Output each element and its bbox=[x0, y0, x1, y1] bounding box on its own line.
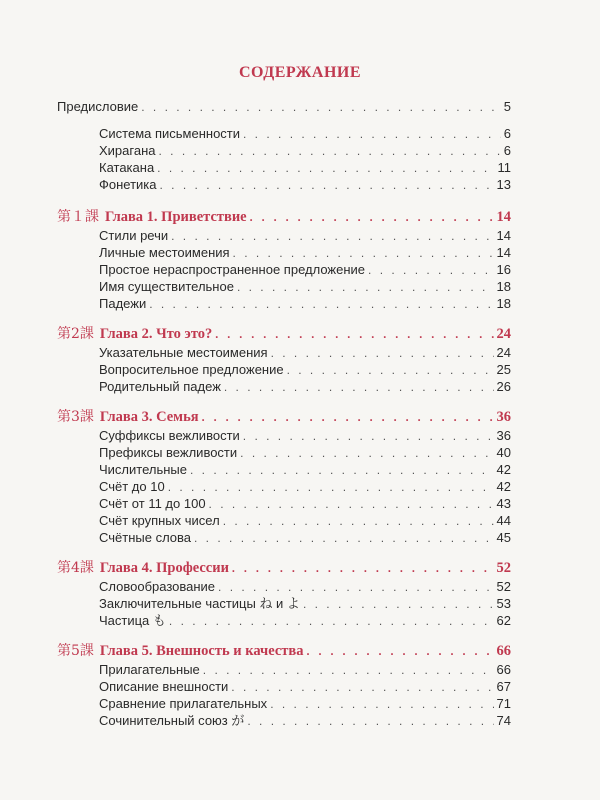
toc-entry-label: Счёт до 10 bbox=[99, 479, 165, 494]
chapter-heading-4[interactable] bbox=[57, 558, 511, 578]
dot-leader bbox=[169, 613, 494, 630]
dot-leader bbox=[160, 177, 494, 194]
toc-entry-label: Хирагана bbox=[99, 143, 156, 158]
toc-entry[interactable] bbox=[57, 427, 511, 444]
toc-entry-page: 6 bbox=[503, 126, 511, 141]
dot-leader bbox=[270, 696, 493, 713]
toc-entry[interactable] bbox=[57, 125, 511, 142]
toc-entry-page: 11 bbox=[497, 160, 511, 175]
dot-leader bbox=[233, 245, 494, 262]
chapter-title: Глава 2. Что это? bbox=[99, 326, 213, 342]
chapter-title: Глава 3. Семья bbox=[99, 409, 199, 425]
toc-entry[interactable] bbox=[57, 678, 511, 695]
chapter-title: Глава 4. Профессии bbox=[99, 560, 229, 576]
dot-leader bbox=[224, 379, 494, 396]
dot-leader bbox=[303, 596, 494, 613]
toc-entry-label: Личные местоимения bbox=[99, 245, 230, 260]
toc-entry-label: Счёт крупных чисел bbox=[99, 513, 220, 528]
dot-leader bbox=[243, 428, 494, 445]
chapter-page: 14 bbox=[496, 209, 511, 225]
page-title: СОДЕРЖАНИЕ bbox=[238, 64, 362, 81]
toc-entry-label: Счёт от 11 до 100 bbox=[99, 496, 206, 511]
toc-entry-page: 24 bbox=[496, 345, 511, 360]
lesson-kanji: 第１課 bbox=[57, 209, 99, 225]
toc-entry-page: 42 bbox=[496, 462, 511, 477]
dot-leader bbox=[171, 228, 493, 245]
toc-entry[interactable] bbox=[57, 227, 511, 244]
dot-leader bbox=[247, 713, 493, 730]
toc-entry-page: 36 bbox=[496, 428, 511, 443]
toc-entry[interactable] bbox=[57, 512, 511, 529]
toc-entry[interactable] bbox=[57, 261, 511, 278]
toc-entry[interactable] bbox=[57, 595, 511, 612]
toc-entry[interactable] bbox=[57, 176, 511, 193]
toc-entry[interactable] bbox=[57, 244, 511, 261]
toc-entry[interactable] bbox=[57, 529, 511, 546]
chapter-title: Глава 5. Внешность и качества bbox=[99, 643, 304, 659]
toc-entry-label: Счётные слова bbox=[99, 530, 192, 545]
dot-leader bbox=[202, 407, 494, 427]
dot-leader bbox=[240, 445, 493, 462]
toc-entry-label: Система письменности bbox=[99, 126, 241, 141]
toc-entry-label: Описание внешности bbox=[99, 679, 229, 694]
toc-entry-page: 62 bbox=[496, 613, 511, 628]
dot-leader bbox=[218, 579, 493, 596]
toc-entry[interactable] bbox=[57, 278, 511, 295]
toc-entry-page: 44 bbox=[496, 513, 511, 528]
chapter-heading-3[interactable] bbox=[57, 407, 511, 427]
chapter-page: 36 bbox=[496, 409, 511, 425]
toc-entry-page: 66 bbox=[496, 662, 511, 677]
chapter-heading-2[interactable] bbox=[57, 324, 511, 344]
toc-entry-page: 14 bbox=[496, 245, 511, 260]
toc-entry-page: 53 bbox=[496, 596, 511, 611]
dot-leader bbox=[203, 662, 494, 679]
toc-entry[interactable] bbox=[57, 478, 511, 495]
toc-entry-label: Предисловие bbox=[57, 99, 139, 114]
dot-leader bbox=[231, 679, 493, 696]
toc-entry-page: 71 bbox=[496, 696, 511, 711]
toc-entry[interactable] bbox=[57, 612, 511, 629]
toc-entry-label: Указательные местоимения bbox=[99, 345, 268, 360]
toc-entry-label: Стили речи bbox=[99, 228, 169, 243]
toc-entry[interactable] bbox=[57, 495, 511, 512]
toc-entry-label: Заключительные частицы ね и よ bbox=[99, 596, 300, 611]
toc-entry[interactable] bbox=[57, 661, 511, 678]
toc-entry[interactable] bbox=[57, 378, 511, 395]
toc-entry-page: 42 bbox=[496, 479, 511, 494]
toc-entry-label: Частица も bbox=[99, 613, 166, 628]
dot-leader bbox=[141, 99, 501, 116]
toc-entry-label: Родительный падеж bbox=[99, 379, 221, 394]
toc-entry-page: 18 bbox=[496, 279, 511, 294]
dot-leader bbox=[223, 513, 494, 530]
toc-entry-page: 45 bbox=[496, 530, 511, 545]
dot-leader bbox=[168, 479, 494, 496]
chapter-page: 66 bbox=[496, 643, 511, 659]
chapter-heading-1[interactable] bbox=[57, 207, 511, 227]
toc-entry[interactable] bbox=[57, 295, 511, 312]
toc-entry-label: Простое нераспространенное предложение bbox=[99, 262, 366, 277]
dot-leader bbox=[159, 143, 501, 160]
dot-leader bbox=[271, 345, 494, 362]
toc-entry-label: Катакана bbox=[99, 160, 155, 175]
dot-leader bbox=[368, 262, 494, 279]
dot-leader bbox=[157, 160, 494, 177]
toc-entry-page: 52 bbox=[496, 579, 511, 594]
toc-entry-label: Префиксы вежливости bbox=[99, 445, 238, 460]
toc-entry-page: 16 bbox=[496, 262, 511, 277]
toc-entry-page: 5 bbox=[503, 99, 511, 114]
dot-leader bbox=[287, 362, 494, 379]
table-of-contents bbox=[57, 98, 511, 729]
toc-entry[interactable] bbox=[57, 712, 511, 729]
chapter-page: 52 bbox=[496, 560, 511, 576]
toc-entry-page: 67 bbox=[496, 679, 511, 694]
toc-entry-label: Имя существительное bbox=[99, 279, 234, 294]
lesson-kanji: 第3課 bbox=[57, 409, 94, 425]
toc-entry-label: Суффиксы вежливости bbox=[99, 428, 240, 443]
toc-entry-preface[interactable] bbox=[57, 98, 511, 115]
dot-leader bbox=[237, 279, 494, 296]
lesson-kanji: 第2課 bbox=[57, 326, 94, 342]
toc-entry-label: Падежи bbox=[99, 296, 147, 311]
toc-entry-label: Сравнение прилагательных bbox=[99, 696, 268, 711]
toc-entry-page: 74 bbox=[496, 713, 511, 728]
toc-entry-page: 13 bbox=[496, 177, 511, 192]
dot-leader bbox=[149, 296, 493, 313]
dot-leader bbox=[306, 641, 493, 661]
dot-leader bbox=[215, 324, 493, 344]
chapter-title: Глава 1. Приветствие bbox=[105, 209, 247, 225]
dot-leader bbox=[194, 530, 494, 547]
dot-leader bbox=[190, 462, 494, 479]
chapter-page: 24 bbox=[496, 326, 511, 342]
toc-entry-page: 6 bbox=[503, 143, 511, 158]
chapter-heading-5[interactable] bbox=[57, 641, 511, 661]
toc-entry-page: 26 bbox=[496, 379, 511, 394]
dot-leader bbox=[209, 496, 494, 513]
toc-entry[interactable] bbox=[57, 344, 511, 361]
lesson-kanji: 第4課 bbox=[57, 560, 94, 576]
lesson-kanji: 第5課 bbox=[57, 643, 94, 659]
toc-entry-page: 43 bbox=[496, 496, 511, 511]
toc-entry-label: Словообразование bbox=[99, 579, 216, 594]
dot-leader bbox=[232, 558, 494, 578]
toc-entry-page: 14 bbox=[496, 228, 511, 243]
toc-entry[interactable] bbox=[57, 444, 511, 461]
toc-entry-page: 40 bbox=[496, 445, 511, 460]
toc-entry-page: 18 bbox=[496, 296, 511, 311]
toc-entry[interactable] bbox=[57, 361, 511, 378]
toc-entry-label: Числительные bbox=[99, 462, 187, 477]
toc-entry[interactable] bbox=[57, 461, 511, 478]
dot-leader bbox=[243, 126, 501, 143]
toc-entry[interactable] bbox=[57, 578, 511, 595]
toc-entry-page: 25 bbox=[496, 362, 511, 377]
toc-entry[interactable] bbox=[57, 695, 511, 712]
toc-entry-label: Сочинительный союз が bbox=[99, 713, 245, 728]
toc-entry-label: Прилагательные bbox=[99, 662, 200, 677]
toc-entry[interactable] bbox=[57, 142, 511, 159]
toc-entry-label: Фонетика bbox=[99, 177, 157, 192]
toc-entry-label: Вопросительное предложение bbox=[99, 362, 284, 377]
dot-leader bbox=[250, 207, 494, 227]
toc-entry[interactable] bbox=[57, 159, 511, 176]
